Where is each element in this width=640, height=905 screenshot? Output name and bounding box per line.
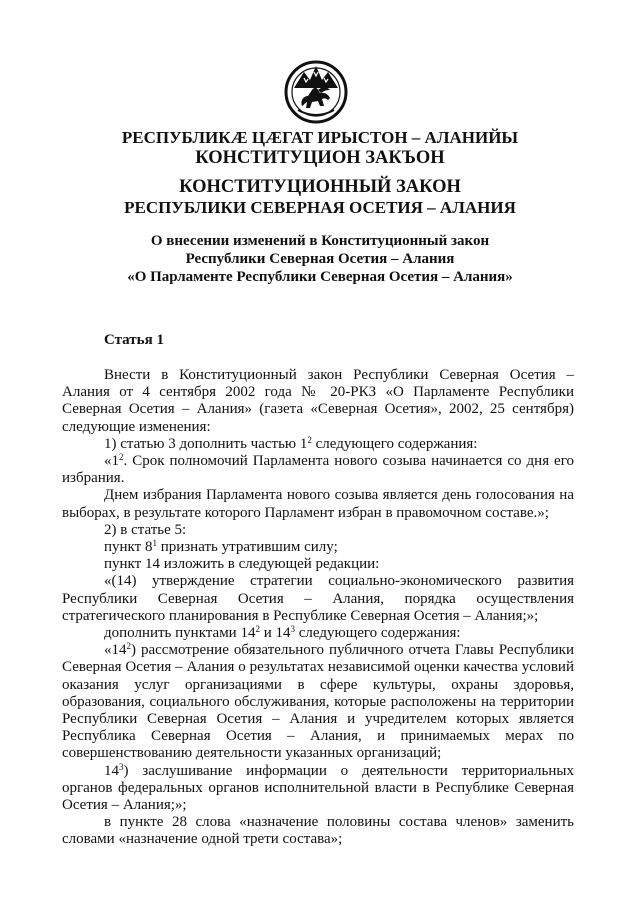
republic-title-russian: РЕСПУБЛИКИ СЕВЕРНАЯ ОСЕТИЯ – АЛАНИЯ [124, 198, 516, 217]
quoted-part-1-2: «$1^2$. Срок полномочий Парламента нового созыва начинается со дня его избрания. [62, 452, 574, 487]
law-type-russian: КОНСТИТУЦИОННЫЙ ЗАКОН [179, 177, 461, 197]
subject-line-3: «О Парламенте Республики Северная Осетия – Алания» [127, 269, 513, 285]
subject-line-1: О внесении изменений в Конституционный закон [150, 233, 490, 249]
point-14-text: «(14) утверждение стратегии социально-экономического развития Республики Северная Осетия – Алания, порядка осуществления стратегического планирования в Республике Северная Осетия – Алания;»; [62, 573, 574, 624]
law-body [62, 367, 574, 849]
point-8-1-repeal: пункт $8^1$ признать утратившим силу; [104, 538, 338, 556]
law-type-ossetian: КОНСТИТУЦИОН ЗАКЪОН [195, 148, 445, 168]
election-day-paragraph: Днем избрания Парламента нового созыва является день голосования на выборах, в результате которого Парламент избран в правомочном составе.»; [62, 487, 574, 521]
change-item-2: 2) в статье 5: [104, 521, 187, 538]
article-heading: Статья 1 [104, 332, 164, 348]
point-28-replacement: в пункте 28 слова «назначение половины состава членов» заменить словами «назначение одной трети состава»; [62, 814, 574, 848]
point-14-new-wording: пункт 14 изложить в следующей редакции: [104, 556, 380, 573]
coat-of-arms-icon [284, 60, 348, 124]
change-item-1: 1) статью 3 дополнить частью $1^2$ следующего содержания: [104, 434, 478, 452]
republic-title-ossetian: РЕСПУБЛИКÆ ЦÆГАТ ИРЫСТОН – АЛАНИЙЫ [121, 128, 519, 147]
subject-line-2: Республики Северная Осетия – Алания [185, 251, 455, 267]
add-points-paragraph: дополнить пунктами $14^2$ и $14^3$ следующего содержания: [104, 624, 461, 642]
point-14-3-text: $14^3$) заслушивание информации о деятельности территориальных органов федеральных органов исполнительной власти в Республике Северная Осетия – Алания;»; [62, 761, 574, 814]
intro-paragraph: Внести в Конституционный закон Республики Северная Осетия – Алания от 4 сентября 2002 года № 20-РКЗ «О Парламенте Республики Северная Осетия – Алания» (газета «Северная Осетия», 2002, 25 сентября) следующие изменения: [62, 367, 574, 435]
point-14-2-text: «$14^2$) рассмотрение обязательного публичного отчета Главы Республики Северная Осетия – Алания о результатах независимой оценки качества условий оказания услуг организациями в сфере культуры, охраны здоровья, образования, социального обслуживания, которые расположены на территории Республики Северная Осетия – Алания и учредителем которых является Республика Северная Осетия – Алания, и принимаемых мерах по совершенствованию деятельности указанных организаций; [62, 641, 574, 762]
